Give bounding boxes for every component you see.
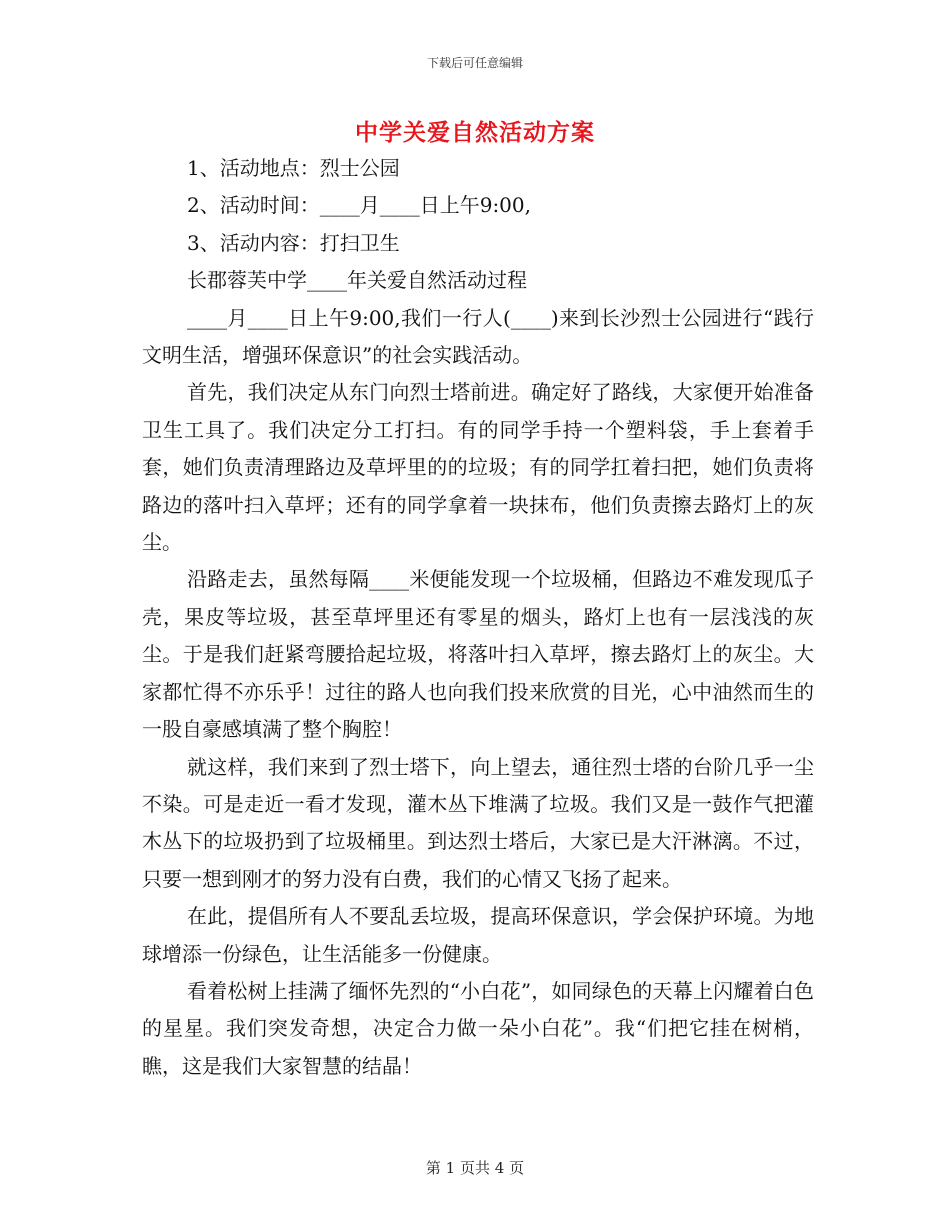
list-item-location: 1、活动地点：烈士公园: [187, 156, 400, 180]
document-title: 中学关爱自然活动方案: [355, 119, 595, 146]
section-heading: 长郡蓉芙中学____年关爱自然活动过程: [187, 268, 527, 293]
page-number: 第 1 页共 4 页: [425, 1159, 525, 1177]
paragraph-appeal: 在此，提倡所有人不要乱丢垃圾，提高环保意识，学会保护环境。为地球增添一份绿色，让生活能多一份健康。: [142, 904, 814, 966]
list-item-content: 3、活动内容：打扫卫生: [187, 230, 400, 255]
paragraph-first: 首先，我们决定从东门向烈士塔前进。确定好了路线，大家便开始准备卫生工具了。我们决定分工打扫。有的同学手持一个塑料袋，手上套着手套，她们负责清理路边及草坪里的的垃圾；有的同学扛着扫把，她们负责将路边的落叶扫入草坪；还有的同学拿着一块抹布，他们负责擦去路灯上的灰尘。: [142, 380, 814, 555]
paragraph-along-road: 沿路走去，虽然每隔____米便能发现一个垃圾桶，但路边不难发现瓜子壳，果皮等垃圾，甚至草坪里还有零星的烟头，路灯上也有一层浅浅的灰尘。于是我们赶紧弯腰拾起垃圾，将落叶扫入草坪，擦去路灯上的灰尘。大家都忙得不亦乐乎！过往的路人也向我们投来欣赏的目光，心中油然而生的一股自豪感填满了整个胸腔！: [142, 567, 814, 742]
paragraph-tower: 就这样，我们来到了烈士塔下，向上望去，通往烈士塔的台阶几乎一尘不染。可是走近一看才发现，灌木丛下堆满了垃圾。我们又是一鼓作气把灌木丛下的垃圾扔到了垃圾桶里。到达烈士塔后，大家已是大汗淋漓。不过，只要一想到刚才的努力没有白费，我们的心情又飞扬了起来。: [142, 754, 814, 891]
paragraph-intro: ____月____日上午9:00,我们一行人(____)来到长沙烈士公园进行“践行文明生活，增强环保意识”的社会实践活动。: [142, 305, 814, 368]
header-note: 下载后可任意编辑: [426, 56, 523, 70]
paragraph-white-flower: 看着松树上挂满了缅怀先烈的“小白花”，如同绿色的天幕上闪耀着白色的星星。我们突发奇想，决定合力做一朵小白花”。我“们把它挂在树梢，瞧，这是我们大家智慧的结晶！: [142, 978, 814, 1078]
document-body: [142, 150, 814, 1085]
list-item-time: 2、活动时间：____月____日上午9:00,: [187, 193, 531, 218]
